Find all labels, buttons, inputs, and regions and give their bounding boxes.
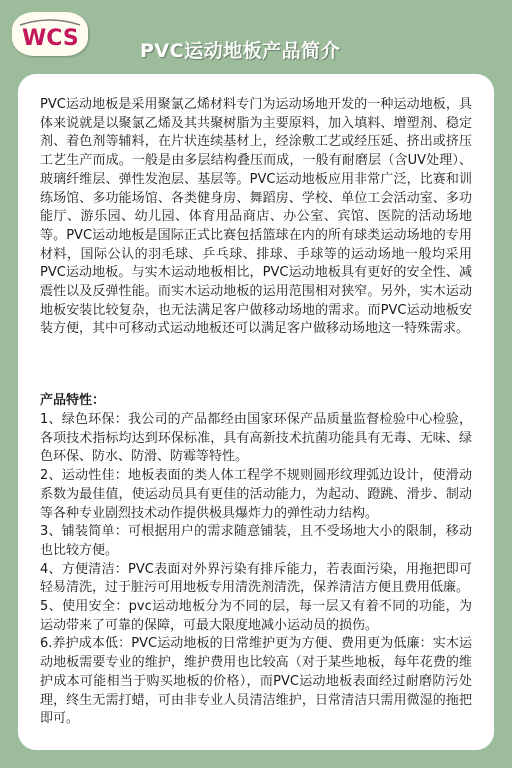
feature-item-maintenance: 6.养护成本低：PVC运动地板的日常维护更为方便、费用更为低廉：实木运动地板需要专业的维护，维护费用也比较高（对于某些地板，每年花费的维护成本可能相当于购买地板的价格），而PVC运动地板表面经过耐磨防污处理，终生无需打蜡，可由非专业人员清洁维护，日常清洁只需用微湿的拖把即可。 xyxy=(40,636,472,727)
logo-text: WCS xyxy=(22,26,79,51)
content-panel xyxy=(18,74,494,750)
feature-item-installation: 3、铺装简单：可根据用户的需求随意铺装，且不受场地大小的限制，移动也比较方便。 xyxy=(40,524,472,558)
feature-item-green: 1、绿色环保：我公司的产品都经由国家环保产品质量监督检验中心检验，各项技术指标均达到环保标准，具有高新技术抗菌功能具有无毒、无味、绿色环保、防水、防滑、防霉等特性。 xyxy=(40,412,472,465)
company-logo xyxy=(12,12,88,56)
logo-graphic xyxy=(18,17,82,51)
intro-paragraph: PVC运动地板是采用聚氯乙烯材料专门为运动场地开发的一种运动地板，具体来说就是以聚氯乙烯及其共聚树脂为主要原料，加入填料、增塑剂、稳定剂、着色剂等辅料，在片状连续基材上，经涂敷工艺或经压延、挤出或挤压工艺生产而成。一般是由多层结构叠压而成，一般有耐磨层（含UV处理）、玻璃纤维层、弹性发泡层、基层等。PVC运动地板应用非常广泛，比赛和训练场馆、多功能场馆、各类健身房、舞蹈房、学校、单位工会活动室、多功能厅、游乐园、幼儿园、体育用品商店、办公室、宾馆、医院的活动场地等。PVC运动地板是国际正式比赛包括篮球在内的所有球类运动场地的专用材料，国际公认的羽毛球、乒乓球、排球、手球等的运动场地一般均采用PVC运动地板。与实木运动地板相比，PVC运动地板具有更好的安全性、减震性以及反弹性能。而实木运动地板的运用范围相对狭窄。另外，实木运动地板安装比较复杂，也无法满足客户做移动场地的需求。而PVC运动地板安装方便，其中可移动式运动地板还可以满足客户做移动场地这一特殊需求。 xyxy=(40,97,472,337)
feature-item-cleaning: 4、方便清洁：PVC表面对外界污染有排斥能力，若表面污染，用拖把即可轻易清洗，过于脏污可用地板专用清洗剂清洗，保养清洁方便且费用低廉。 xyxy=(40,561,472,596)
feature-item-safety: 5、使用安全：pvc运动地板分为不同的层，每一层又有着不同的功能，为运动带来了可靠的保障，可最大限度地减小运动员的损伤。 xyxy=(40,599,472,633)
header xyxy=(0,0,512,78)
features-heading: 产品特性： xyxy=(40,393,106,408)
feature-item-performance: 2、运动性佳：地板表面的类人体工程学不规则圆形纹理弧边设计，使滑动系数为最佳值，使运动员具有更佳的活动能力，为起动、蹬跳、滑步、制动等各种专业剧烈技术动作提供极具爆炸力的弹性动力结构。 xyxy=(40,468,472,521)
page-title: PVC运动地板产品简介 xyxy=(140,40,341,62)
